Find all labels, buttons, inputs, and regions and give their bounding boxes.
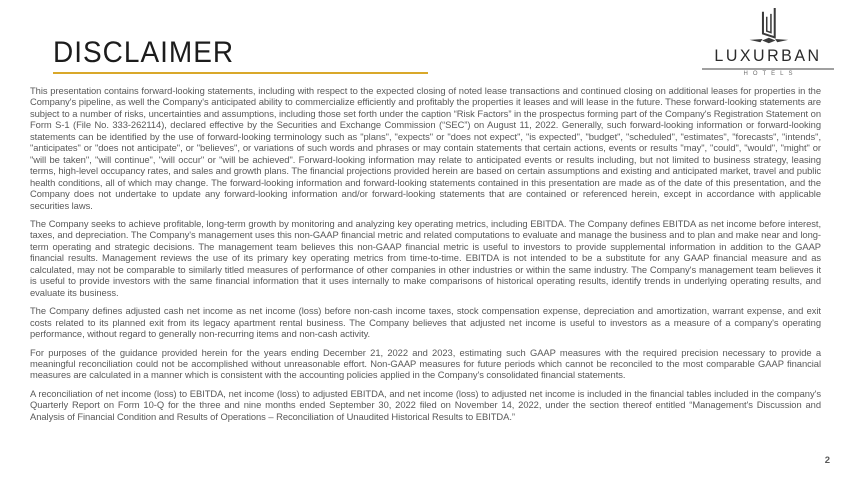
page-number: 2 <box>824 455 830 466</box>
page-title: DISCLAIMER <box>53 36 235 69</box>
disclaimer-paragraph: For purposes of the guidance provided herein for the years ending December 21, 2022 and 2023, estimating such GAAP measures with the required precision necessary to provide a meaningful reconciliation could not be accomplished without unreasonable effort. Non-GAAP measures for future periods which cannot be reconciled to the most comparable GAAP financial measures are calculated in a manner which is consistent with the accounting policies applied in the Company's consolidated financial statements. <box>30 346 821 381</box>
brand-name: LUXURBAN <box>702 47 834 69</box>
brand-logo <box>702 5 834 77</box>
title-underline <box>53 72 428 74</box>
brand-tagline: HOTELS <box>743 71 798 77</box>
disclaimer-paragraph: A reconciliation of net income (loss) to EBITDA, net income (loss) to adjusted EBITDA, and net income (loss) to adjusted net income is included in the financial tables included in the company's Quarterly Report on Form 10-Q for the three and nine months ended September 30, 2022 filed on November 14, 2022, under the section thereof entitled “Management's Discussion and Analysis of Financial Condition and Results of Operations – Reconciliation of Unaudited Historical Results to EBITDA.” <box>30 387 821 422</box>
luxurban-building-icon <box>740 5 796 47</box>
disclaimer-paragraph: This presentation contains forward-looking statements, including with respect to the expected closing of noted lease transactions and continued closing on additional leases for properties in the Company's pipeline, as well the Company's anticipated ability to commercialize efficiently and profitably the properties it leases and will lease in the future. These forward-looking statements are subject to a number of risks, uncertainties and assumptions, including those set forth under the caption “Risk Factors” in the prospectus forming part of the Company's Registration Statement on Form S-1 (File No. 333-262114), declared effective by the Securities and Exchange Commission (“SEC”) on August 11, 2022. Generally, such forward-looking information or forward-looking statements can be identified by the use of forward-looking terminology such as "plans", "expects" or "does not expect", "is expected", "budget", "scheduled", "estimates", "forecasts", "intends", "anticipates" or "does not anticipate", or "believes", or variations of such words and phrases or may contain statements that certain actions, events or results "may", "could", "would", "might" or "will be taken", "will continue", "will occur" or "will be achieved". Forward-looking information may relate to anticipated events or results including, but not limited to business strategy, leasing terms, high-level occupancy rates, and sales and growth plans. The financial projections provided herein are based on certain assumptions and existing and anticipated market, travel and public health conditions, all of which may change. The forward-looking information and forward-looking statements contained in this presentation are made as of the date of this presentation, and the Company does not undertake to update any forward-looking information and/or forward-looking statements that are contained or referenced herein, except in accordance with applicable securities laws. <box>30 85 821 211</box>
disclaimer-body <box>30 85 821 429</box>
disclaimer-paragraph: The Company seeks to achieve profitable, long-term growth by monitoring and analyzing key operating metrics, including EBITDA. The Company defines EBITDA as net income before interest, taxes, and depreciation. The Company's management uses this non-GAAP financial metric and related computations to evaluate and manage the business and to plan and make near and long-term operating and strategic decisions. The management team believes this non-GAAP financial metric is useful to investors to provide supplemental information in addition to the GAAP financial results. Management reviews the use of its primary key operating metrics from time-to-time. EBITDA is not intended to be a substitute for any GAAP financial measure and as calculated, may not be comparable to similarly titled measures of performance of other companies in other industries or within the same industry. The Company's management team believes it is useful to provide investors with the same financial information that it uses internally to make comparisons of historical operating results, identify trends in underlying operating results, and evaluate its business. <box>30 217 821 298</box>
disclaimer-paragraph: The Company defines adjusted cash net income as net income (loss) before non-cash income taxes, stock compensation expense, depreciation and amortization, warrant expense, and exit costs related to its planned exit from its legacy apartment rental business. The Company believes that adjusted net income is useful to investors as a measure of a company's operating performance, without regard to generally non-recurring items and non-cash activity. <box>30 305 821 340</box>
